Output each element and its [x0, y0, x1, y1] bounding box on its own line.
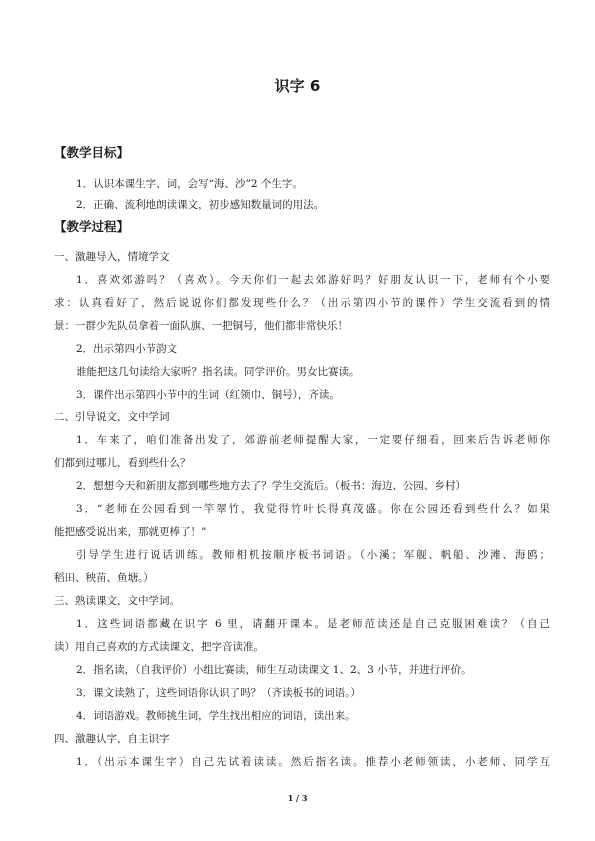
paragraph-line: 4．词语游戏。教师挑生词，学生找出相应的词语，读出来。 — [76, 710, 356, 722]
goal-item: 1．认识本课生字、词，会写“海、沙”2 个生字。 — [76, 178, 303, 190]
paragraph-line: 3．课文读熟了，这些词语你认识了吗？（齐读板书的词语。） — [76, 687, 361, 699]
paragraph-line: 引导学生进行说话训练。教师相机按顺序板书词语。（小溪；军舰、帆船、沙滩、海鸥； — [76, 549, 550, 561]
paragraph-line: 1．这些词语都藏在识字 6 里，请翻开课本。是老师范读还是自己克服困难读？（自己 — [76, 618, 550, 630]
paragraph-line: 1．车来了，咱们准备出发了，郊游前老师提醒大家，一定要仔细看，回来后告诉老师你 — [76, 434, 550, 446]
paragraph-line: 2．出示第四小节韵文 — [76, 343, 178, 355]
page-number: 1 / 3 — [287, 793, 308, 803]
paragraph-line: 2．指名读，（自我评价）小组比赛读，师生互动读课文 1、2、3 小节，并进行评价。 — [76, 664, 472, 676]
process-heading: 【教学过程】 — [54, 219, 130, 234]
goal-item: 2．正确、流利地朗读课文，初步感知数量词的用法。 — [76, 199, 325, 211]
section-heading: 二、引导说文，文中学词 — [54, 411, 170, 423]
paragraph-line: 读）用自己喜欢的方式读课文，把字音读准。 — [54, 641, 264, 653]
paragraph-line: 3．“老师在公园看到一竿翠竹，我觉得竹叶长得真茂盛。你在公园还看到些什么？如果 — [76, 503, 550, 515]
section-heading: 四、激趣认字，自主识字 — [54, 733, 170, 745]
paragraph-line: 2．想想今天和新朋友都到哪些地方去了？学生交流后。（板书：海边、公园、乡村） — [76, 480, 466, 492]
paragraph-line: 谁能把这几句读给大家听？指名读。同学评价。男女比赛读。 — [76, 366, 360, 378]
section-heading: 三、熟读课文，文中学词。 — [54, 595, 180, 607]
paragraph-line: 3．课件出示第四小节中的生词（红领巾、铜号），齐读。 — [76, 389, 340, 401]
paragraph-line: 们都到过哪儿，看到些什么？ — [54, 457, 191, 469]
section-heading: 一、激趣导入，情境学文 — [54, 251, 170, 263]
goals-heading: 【教学目标】 — [54, 145, 130, 160]
paragraph-line: 1．（出示本课生字）自己先试着读读。然后指名读。推荐小老师领读，小老师、同学互 — [76, 756, 550, 768]
paragraph-line: 1．喜欢郊游吗？（喜欢）。今天你们一起去郊游好吗？好朋友认识一下，老师有个小要 — [76, 274, 550, 286]
paragraph-line: 求：认真看好了，然后说说你们都发现些什么？（出示第四小节的课件）学生交流看到的情 — [54, 297, 550, 309]
paragraph-line: 能把感受说出来，那就更棒了！” — [54, 526, 207, 538]
page-title: 识字 6 — [274, 77, 321, 95]
paragraph-line: 景：一群少先队员拿着一面队旗、一把铜号，他们都非常快乐！ — [54, 320, 348, 332]
paragraph-line: 稻田、秧苗、鱼塘。） — [54, 572, 154, 584]
